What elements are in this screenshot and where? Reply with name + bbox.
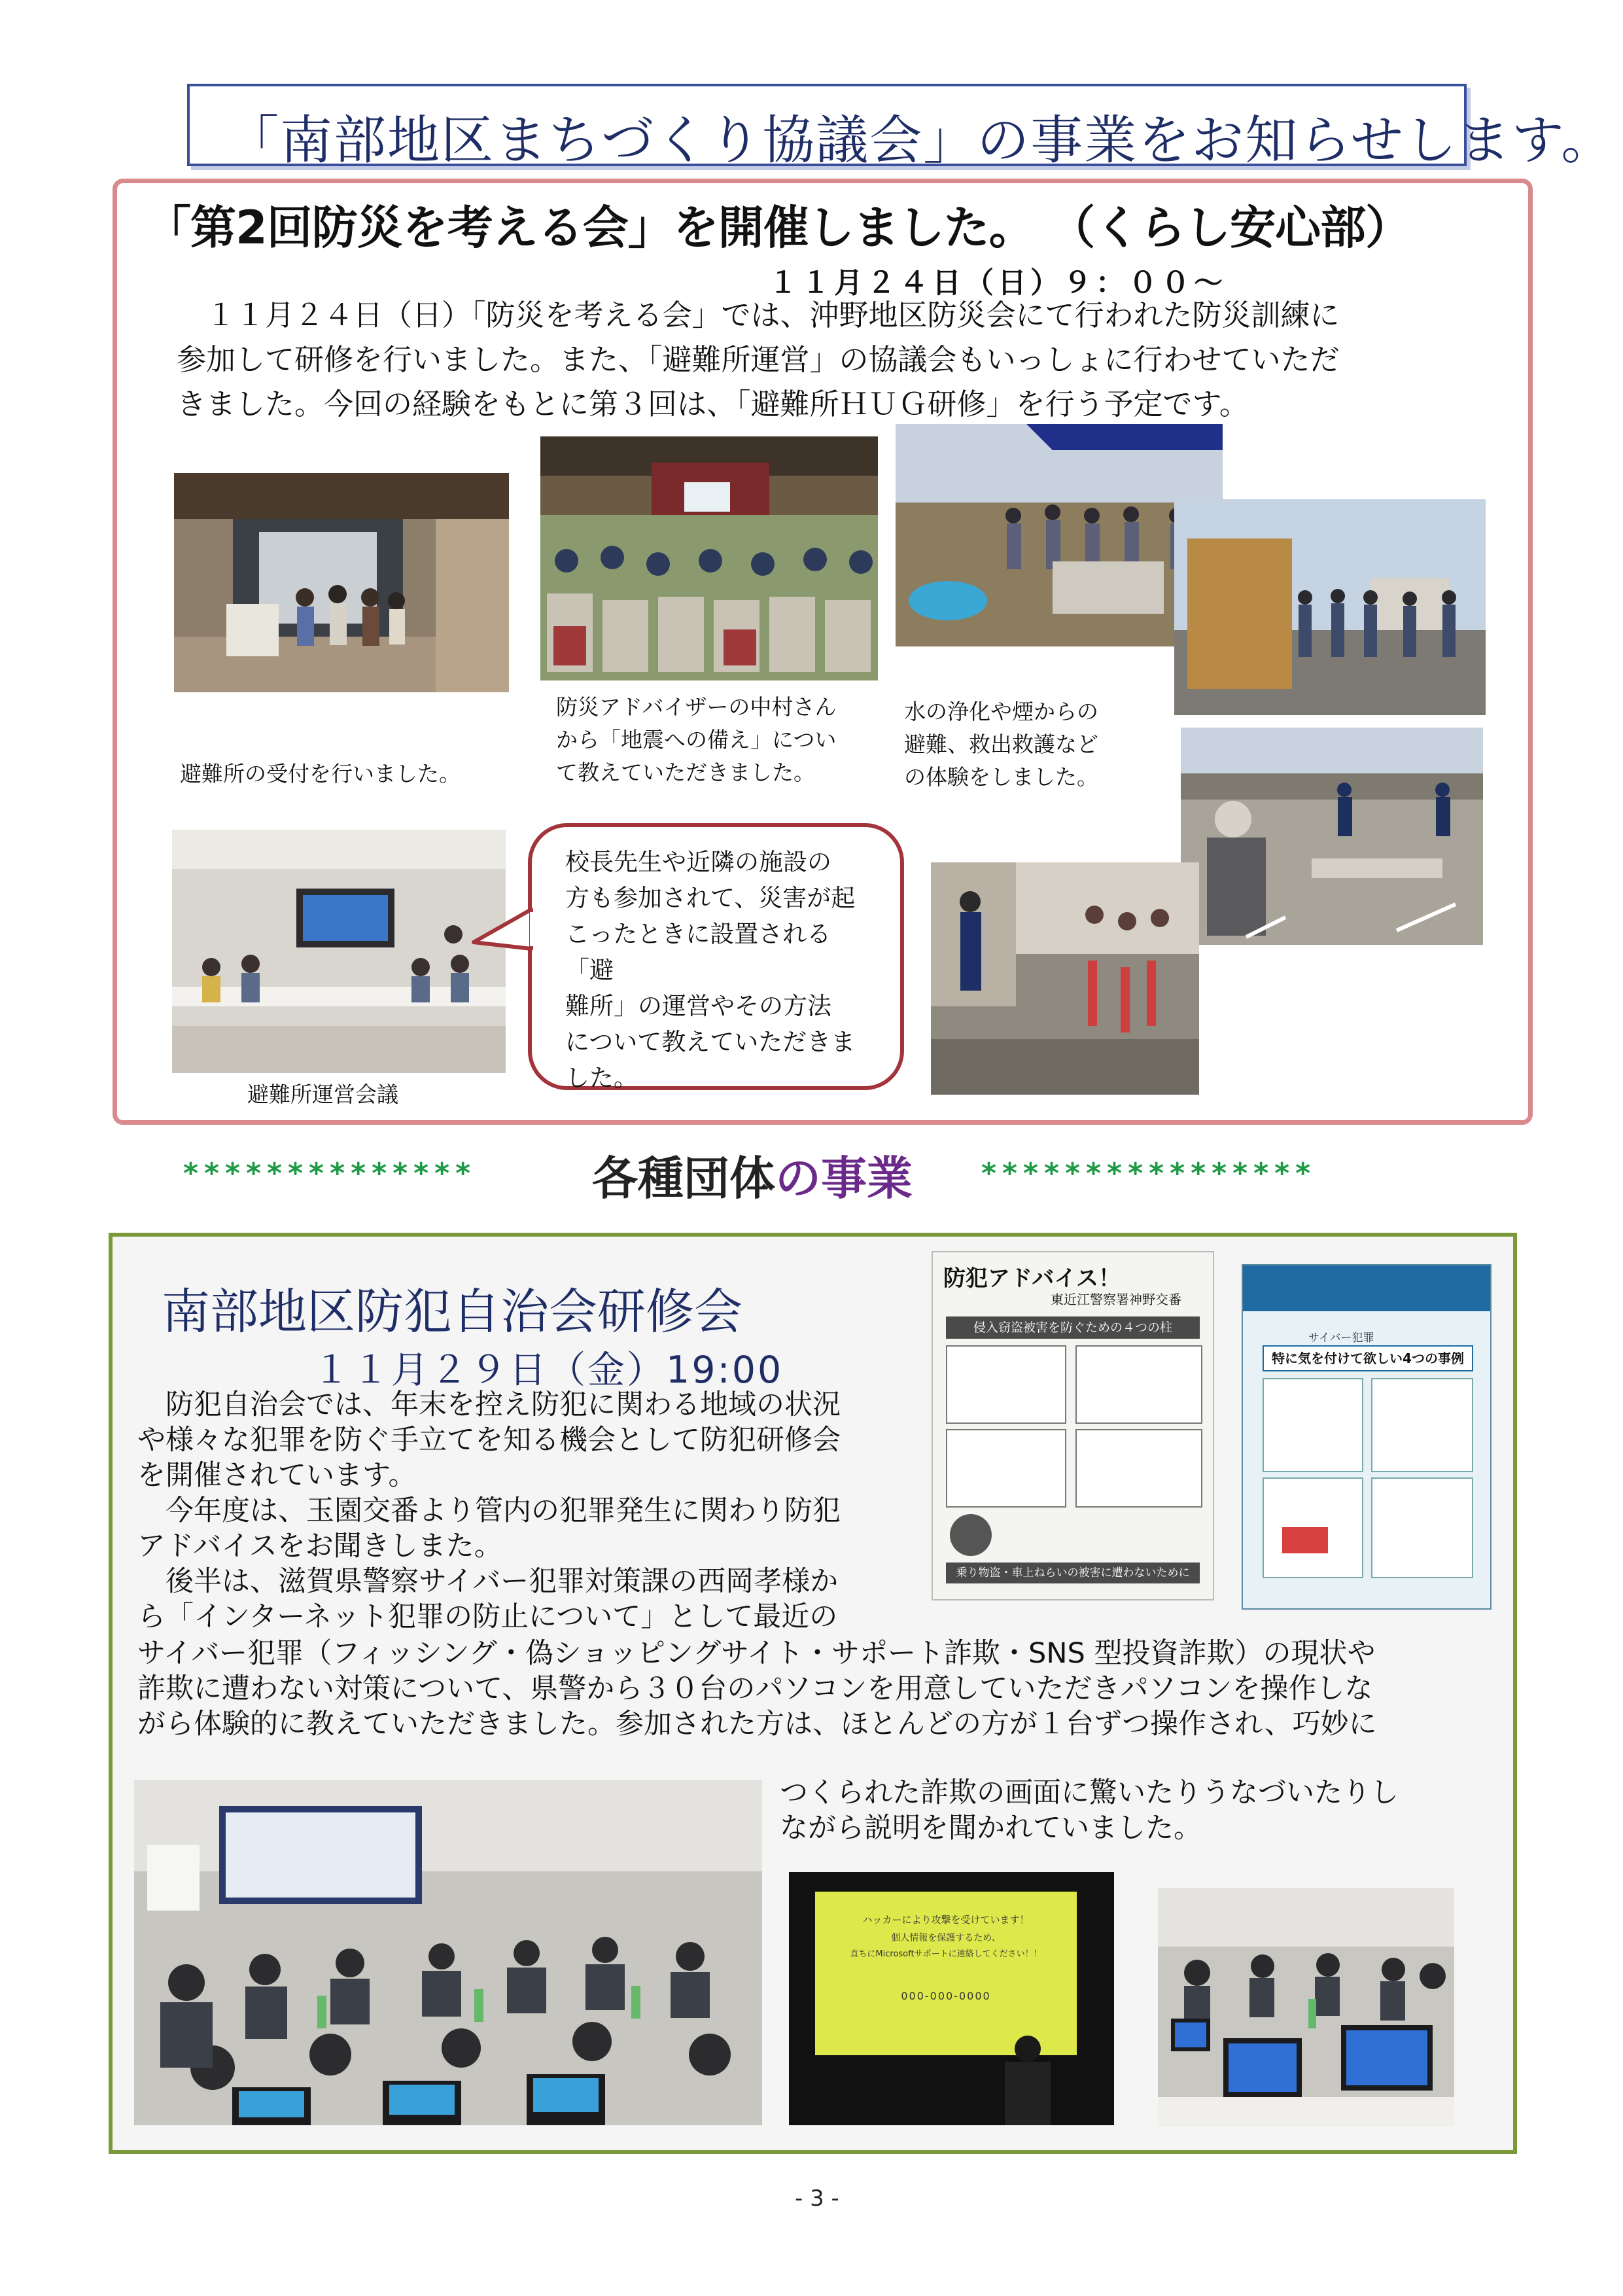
leaflet-bottom-banner: 乗り物盗・車上ねらいの被害に遭わないために — [946, 1563, 1200, 1583]
screen-phone: 000-000-0000 — [901, 1990, 991, 2002]
reception-photo — [174, 473, 509, 692]
outdoor-training-photo — [896, 424, 1223, 646]
crime-prevention-body-top: 防犯自治会では、年末を控え防犯に関わる地域の状況 や様々な犯罪を防ぐ手立てを知る機会として防犯研修会 を開催されています。 今年度は、玉園交番より管内の犯罪発生に関わり防犯 アドバイスをお聞きしまた。 後半は、滋賀県警察サイバー犯罪対策課の西岡孝様か ら「インターネット犯罪の防止について」として最近の — [137, 1388, 841, 1633]
reception-caption: 避難所の受付を行いました。 — [180, 761, 461, 786]
shelter-meeting-photo — [172, 830, 506, 1073]
scam-screen-photo — [789, 1872, 1114, 2125]
crime-prevention-date: １１月２９日（金）19:00 — [313, 1349, 784, 1392]
page-title: 「南部地区まちづくり協議会」の事業をお知らせします。 — [226, 110, 1615, 171]
water-drill-photo — [931, 862, 1199, 1095]
crime-prevention-body-right: つくられた詐欺の画面に驚いたりうなづいたりし ながら説明を聞かれていました。 — [780, 1776, 1399, 1845]
crime-prevention-body-wide: サイバー犯罪（フィッシング・偽ショッピングサイト・サポート詐欺・SNS 型投資詐欺）の現状や 詐欺に遭わない対策について、県警から３０台のパソコンを用意していただきパソコンを操作しな がら体験的に教えていただきました。参加された方は、ほとんどの方が１台ずつ操作され、巧妙に — [137, 1637, 1377, 1740]
leaflet2-illustration — [1282, 1527, 1328, 1553]
crime-advice-leaflet — [932, 1251, 1214, 1600]
leaflet-title: 防犯アドバイス！ — [943, 1265, 1121, 1292]
leaflet-box-2 — [1075, 1345, 1202, 1424]
leaflet-banner: 侵入窃盗被害を防ぐための４つの柱 — [946, 1316, 1200, 1339]
screen-line-1: ハッカーにより攻撃を受けています！ — [862, 1914, 1030, 1926]
speaker-body — [1005, 2062, 1051, 2125]
leaflet-box-1 — [946, 1345, 1066, 1424]
leaflet2-box-1 — [1263, 1378, 1363, 1472]
screen-line-3: 直ちにMicrosoftサポートに連絡してください！！ — [850, 1949, 1042, 1959]
crime-prevention-title: 南部地区防犯自治会研修会 — [162, 1284, 742, 1340]
speaker-head — [1015, 2036, 1041, 2062]
divider-stars-left: ************** — [183, 1157, 477, 1190]
projected-screen — [815, 1892, 1077, 2055]
organizations-heading-accent: の事業 — [775, 1152, 913, 1205]
organizations-heading-main: 各種団体 — [592, 1152, 775, 1205]
cyber-crime-leaflet — [1242, 1264, 1492, 1610]
advisor-lecture-photo — [540, 436, 878, 680]
speech-bubble-text: 校長先生や近隣の施設の 方も参加されて、災害が起 こったときに設置される「避 難所」の運営やその方法 について教えていただきま した。 — [565, 848, 856, 1092]
disaster-section-body: １１月２４日（日）「防災を考える会」では、沖野地区防災会にて行われた防災訓練に 参加して研修を行いました。また、「避難所運営」の協議会もいっしょに行わせていただ きました。今回の経験をもとに第３回は、「避難所ＨＵＧ研修」を行う予定です。 — [177, 298, 1340, 421]
group-training-photo — [1174, 499, 1486, 715]
disaster-section-title: 「第2回防災を考える会」を開催しました。 （くらし安心部） — [145, 201, 1411, 255]
mascot-icon — [950, 1514, 992, 1556]
leaflet-subtitle: 東近江警察署神野交番 — [1051, 1292, 1181, 1307]
leaflet2-box-4 — [1371, 1477, 1473, 1578]
leaflet2-box-2 — [1371, 1378, 1473, 1472]
laptop-practice-photo — [1158, 1888, 1454, 2127]
screen-line-2: 個人情報を保護するため、 — [891, 1933, 1001, 1943]
leaflet2-banner: 特に気を付けて欲しい4つの事例 — [1263, 1345, 1473, 1371]
leaflet-box-3 — [946, 1429, 1066, 1508]
leaflet-box-4 — [1075, 1429, 1202, 1508]
disaster-section-date: １１月２４日（日）９：００～ — [769, 266, 1227, 300]
page-number: - 3 - — [795, 2185, 839, 2212]
divider-stars-right: **************** — [981, 1157, 1317, 1190]
pc-seminar-photo — [134, 1780, 762, 2125]
training-caption: 水の浄化や煙からの 避難、救出救護など の体験をしました。 — [904, 699, 1098, 790]
leaflet2-title: サイバー犯罪 — [1308, 1332, 1374, 1345]
leaflet2-header — [1243, 1265, 1490, 1311]
speech-bubble-tail — [471, 903, 536, 962]
meeting-caption: 避難所運営会議 — [247, 1082, 398, 1107]
rescue-drill-photo — [1181, 728, 1483, 945]
organizations-heading — [592, 1142, 913, 1208]
advisor-caption: 防災アドバイザーの中村さん から「地震への備え」につい て教えていただきました。 — [556, 694, 837, 785]
